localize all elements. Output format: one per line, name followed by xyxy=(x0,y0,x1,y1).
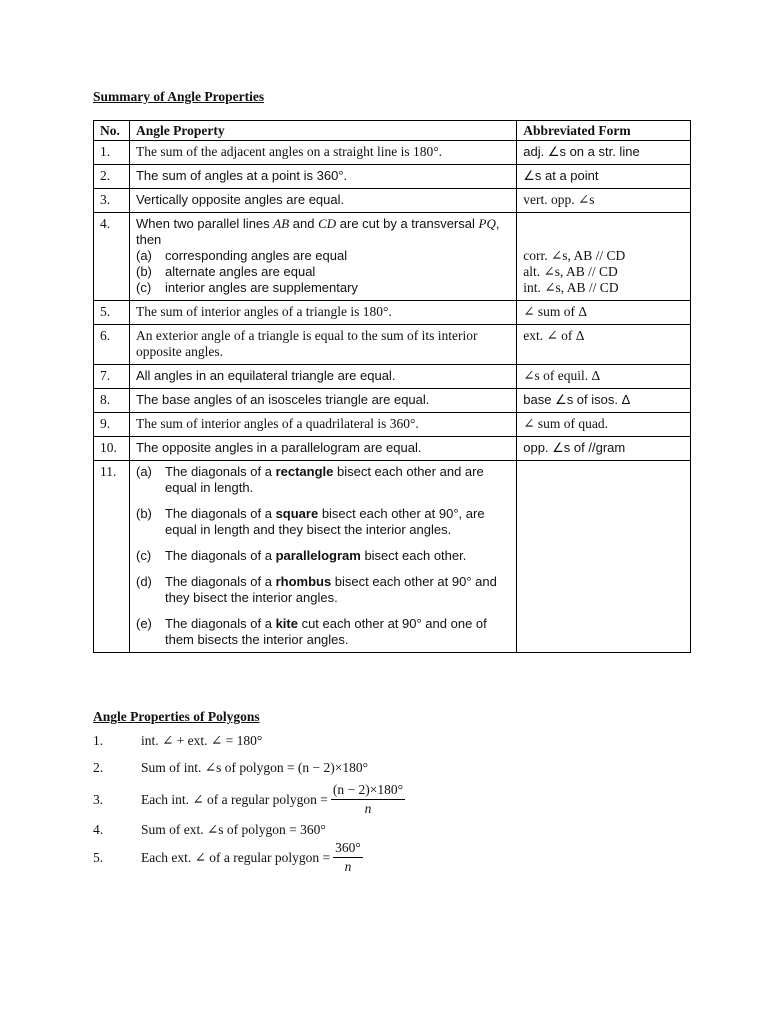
polygon-formula: 5. Each ext. ∠ of a regular polygon = $\frac{360^\circ}{n}$ xyxy=(93,840,361,874)
polygon-formula: 3. Each int. ∠ of a regular polygon = $\frac{(n - 2)\times 180^\circ}{n}$ xyxy=(93,782,403,816)
table-row xyxy=(94,301,691,325)
formula-text: Each ext. ∠ of a regular polygon = xyxy=(141,849,331,865)
row-number: 1. xyxy=(94,141,130,165)
diagonal-property-square: (b) The diagonals of a square bisect each other at 90°, are equal in length and they bisect the interior angles. xyxy=(135,506,485,537)
row-number: 2. xyxy=(94,165,130,189)
row-number: 10. xyxy=(94,437,130,461)
table-row xyxy=(94,189,691,213)
table-row xyxy=(94,437,691,461)
property-text xyxy=(129,461,516,653)
row-number: 8. xyxy=(94,389,130,413)
property-text: All angles in an equilateral triangle are equal. xyxy=(129,365,516,389)
table-row xyxy=(94,141,691,165)
row-number: 7. xyxy=(94,365,130,389)
formula-text: Sum of int. ∠s of polygon = (n − 2)×180° xyxy=(141,760,369,775)
table-row xyxy=(94,165,691,189)
abbreviated-form: ext. ∠ of Δ xyxy=(517,325,691,365)
abbreviated-form xyxy=(517,213,691,301)
diagonal-property-rectangle: (a) The diagonals of a rectangle bisect each other and are equal in length. xyxy=(135,464,484,495)
abbreviated-form: ∠ sum of quad. xyxy=(517,413,691,437)
fraction-denominator: n xyxy=(344,859,352,874)
row-number: 9. xyxy=(94,413,130,437)
table-row xyxy=(94,413,691,437)
abbreviated-form: ∠ sum of Δ xyxy=(517,301,691,325)
row-number: 6. xyxy=(94,325,130,365)
property-text: The sum of the adjacent angles on a straight line is 180°. xyxy=(129,141,516,165)
property-text: The sum of angles at a point is 360°. xyxy=(129,165,516,189)
row-number: 4. xyxy=(94,213,130,301)
formula-text: Sum of ext. ∠s of polygon = 360° xyxy=(141,822,326,837)
property-text: The sum of interior angles of a triangle is 180°. xyxy=(129,301,516,325)
sub-item: (a) corresponding angles are equal xyxy=(135,248,348,263)
fraction-numerator: 360° xyxy=(333,840,363,858)
polygon-formula: 1. int. ∠ + ext. ∠ = 180° xyxy=(93,733,263,748)
abbreviated-form: adj. ∠s on a str. line xyxy=(517,141,691,165)
abbreviated-form: opp. ∠s of //gram xyxy=(517,437,691,461)
row-number: 11. xyxy=(94,461,130,653)
abbr-interior: int. ∠s, AB // CD xyxy=(523,280,619,295)
table-row xyxy=(94,325,691,365)
property-text: The opposite angles in a parallelogram are equal. xyxy=(129,437,516,461)
fraction-numerator: (n − 2)×180° xyxy=(331,782,405,800)
formula-text: int. ∠ + ext. ∠ = 180° xyxy=(141,733,263,748)
property-text: The base angles of an isosceles triangle are equal. xyxy=(129,389,516,413)
abbreviated-form: ∠s of equil. Δ xyxy=(517,365,691,389)
fraction xyxy=(333,840,363,875)
table-header-row xyxy=(94,121,691,141)
row-number: 3. xyxy=(94,189,130,213)
property-text: The sum of interior angles of a quadrilateral is 360°. xyxy=(129,413,516,437)
row-number: 5. xyxy=(94,301,130,325)
column-header-property: Angle Property xyxy=(129,121,516,141)
section-title-summary: Summary of Angle Properties xyxy=(93,89,265,104)
property-text xyxy=(129,213,516,301)
sub-item: (b) alternate angles are equal xyxy=(135,264,316,279)
abbr-alternate: alt. ∠s, AB // CD xyxy=(523,264,618,279)
column-header-abbr: Abbreviated Form xyxy=(517,121,691,141)
abbreviated-form: base ∠s of isos. Δ xyxy=(517,389,691,413)
polygon-formula: 4. Sum of ext. ∠s of polygon = 360° xyxy=(93,822,326,837)
sub-item: (c) interior angles are supplementary xyxy=(135,280,358,295)
angle-properties-table xyxy=(93,120,691,653)
table-row xyxy=(94,389,691,413)
abbreviated-form: ∠s at a point xyxy=(517,165,691,189)
diagonal-property-parallelogram: (c) The diagonals of a parallelogram bisect each other. xyxy=(135,548,467,563)
property-text: Vertically opposite angles are equal. xyxy=(129,189,516,213)
formula-text: Each int. ∠ of a regular polygon = xyxy=(141,791,328,807)
property-text: An exterior angle of a triangle is equal to the sum of its interior opposite angles. xyxy=(129,325,516,365)
polygon-formula: 2. Sum of int. ∠s of polygon = (n − 2)×180° xyxy=(93,760,369,775)
parallel-lines-intro: When two parallel lines AB and CD are cut by a transversal PQ, then xyxy=(135,216,500,247)
column-header-no: No. xyxy=(94,121,130,141)
fraction xyxy=(331,782,405,817)
diagonal-property-kite: (e) The diagonals of a kite cut each other at 90° and one of them bisects the interior angles. xyxy=(135,616,487,647)
diagonal-property-rhombus: (d) The diagonals of a rhombus bisect each other at 90° and they bisect the interior angles. xyxy=(135,574,497,605)
table-row xyxy=(94,461,691,653)
fraction-denominator: n xyxy=(364,801,372,816)
abbreviated-form: vert. opp. ∠s xyxy=(517,189,691,213)
abbr-corresponding: corr. ∠s, AB // CD xyxy=(523,248,626,263)
table-row xyxy=(94,365,691,389)
section-title-polygons: Angle Properties of Polygons xyxy=(93,709,260,724)
table-row xyxy=(94,213,691,301)
abbreviated-form xyxy=(517,461,691,653)
